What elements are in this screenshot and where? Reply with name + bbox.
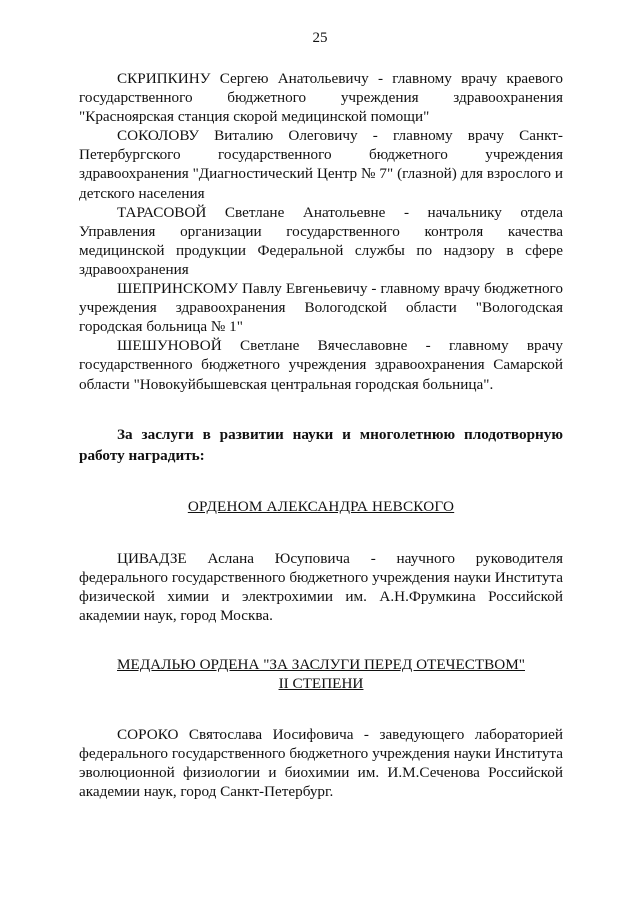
page-number: 25	[312, 30, 328, 46]
medal-recipient-paragraph: СОРОКО Святослава Иосифовича - заведующего лабораторией федерального государственного бюджетного учреждения науки Института эволюционной физиологии и биохимии им. И.М.Сеченова Российской академии наук, город Санкт-Петербург.	[79, 725, 563, 801]
medal-title-line: II СТЕПЕНИ	[278, 674, 364, 692]
medal-title	[79, 655, 563, 693]
medal-title-line: МЕДАЛЬЮ ОРДЕНА "ЗА ЗАСЛУГИ ПЕРЕД ОТЕЧЕСТВОМ"	[117, 655, 525, 673]
document-body	[79, 69, 563, 801]
award-paragraph: ТАРАСОВОЙ Светлане Анатольевне - начальнику отдела Управления организации государственного контроля качества медицинской продукции Федеральной службы по надзору в сфере здравоохранения	[79, 203, 563, 278]
order-recipient-paragraph: ЦИВАДЗЕ Аслана Юсуповича - научного руководителя федерального государственного бюджетного учреждения науки Института физической химии и электрохимии им. А.Н.Фрумкина Российской академии наук, город Москва.	[79, 549, 563, 624]
award-paragraph: ШЕПРИНСКОМУ Павлу Евгеньевичу - главному врачу бюджетного учреждения здравоохранения Вологодской области "Вологодская городская больница № 1"	[79, 280, 563, 336]
award-paragraph: СКРИПКИНУ Сергею Анатольевичу - главному врачу краевого государственного бюджетного учреждения здравоохранения "Красноярская станция скорой медицинской помощи"	[79, 70, 563, 126]
award-paragraph: ШЕШУНОВОЙ Светлане Вячеславовне - главному врачу государственного бюджетного учреждения здравоохранения Самарской области "Новокуйбышевская центральная городская больница".	[79, 337, 563, 393]
spacer	[79, 693, 563, 725]
spacer	[79, 466, 563, 496]
spacer	[79, 394, 563, 424]
spacer	[79, 625, 563, 655]
order-title: ОРДЕНОМ АЛЕКСАНДРА НЕВСКОГО	[187, 497, 455, 515]
award-paragraph: СОКОЛОВУ Виталию Олеговичу - главному врачу Санкт-Петербургского государственного бюджетного учреждения здравоохранения "Диагностический Центр № 7" (глазной) для взрослого и детского населения	[79, 127, 563, 202]
spacer	[79, 517, 563, 549]
section-heading: За заслуги в развитии науки и многолетнюю плодотворную работу наградить:	[79, 425, 563, 464]
